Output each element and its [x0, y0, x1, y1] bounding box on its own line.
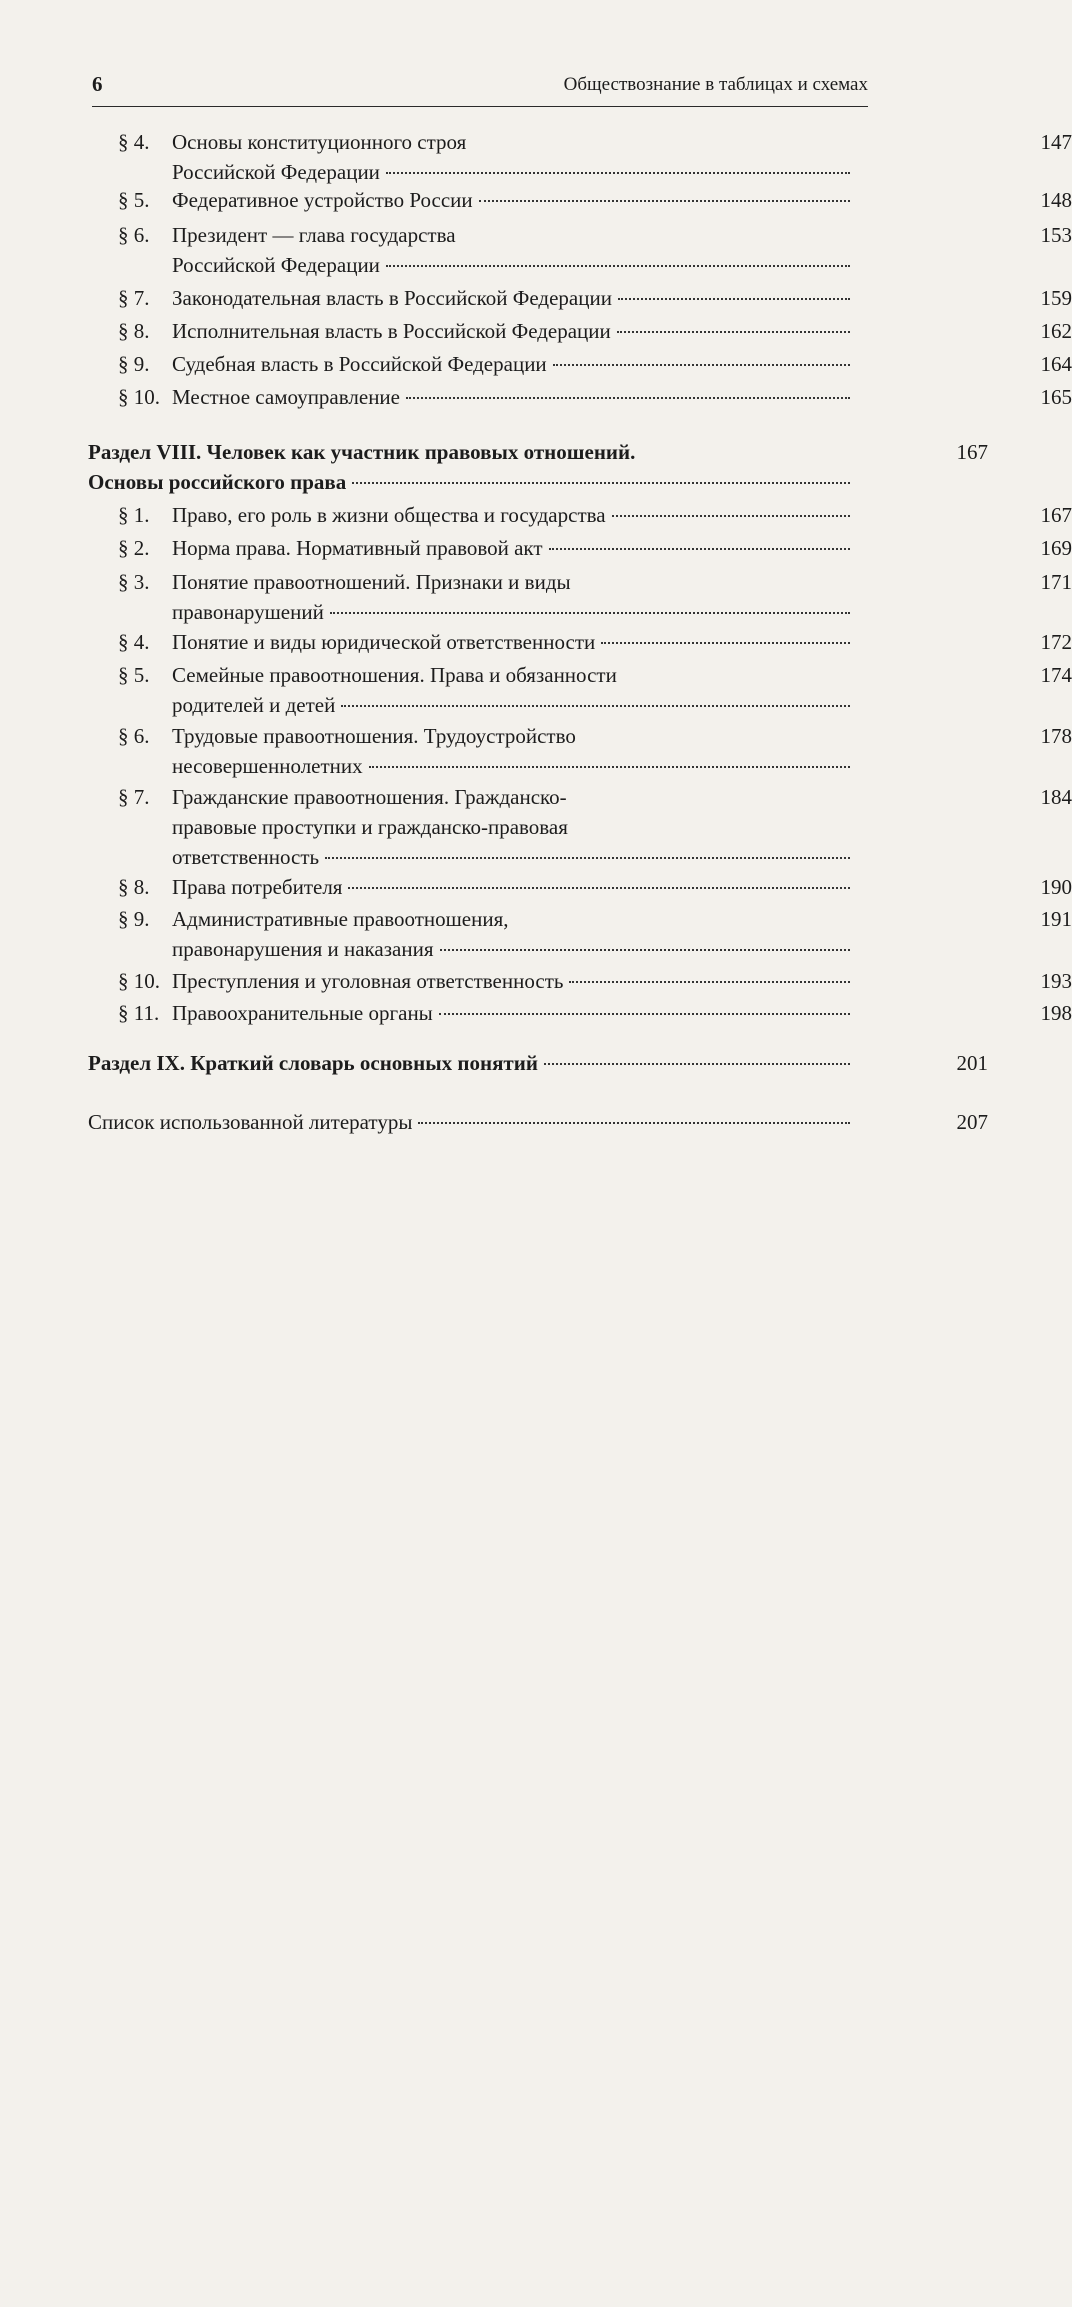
section-number: § 3.	[118, 570, 150, 594]
entry-title-line: Основы конституционного строя	[172, 130, 467, 154]
page-reference: 153	[1040, 223, 1072, 247]
section-number: § 11.	[118, 1001, 160, 1025]
section-number: § 9.	[118, 352, 150, 376]
section-number: § 8.	[118, 875, 150, 899]
section-number: § 6.	[118, 223, 150, 247]
section-number: § 10.	[118, 969, 160, 993]
entry-title-line: Федеративное устройство России	[172, 188, 473, 212]
section-number: § 7.	[118, 785, 150, 809]
entry-title-line: Основы российского права	[88, 470, 347, 494]
entry-title-line: Право, его роль в жизни общества и государства	[172, 503, 606, 527]
page-reference: 159	[1040, 286, 1072, 310]
entry-title-line: Гражданские правоотношения. Гражданско-	[172, 785, 567, 809]
entry-title-line: Трудовые правоотношения. Трудоустройство	[172, 724, 576, 748]
entry-title-line: Российской Федерации	[172, 160, 380, 184]
page-reference: 167	[956, 440, 988, 464]
page-reference: 171	[1040, 570, 1072, 594]
entry-title-line: Президент — глава государства	[172, 223, 456, 247]
section-number: § 1.	[118, 503, 150, 527]
page-reference: 167	[1040, 503, 1072, 527]
section-number: § 8.	[118, 319, 150, 343]
page-number: 6	[92, 72, 103, 96]
entry-title-line: Преступления и уголовная ответственность	[172, 969, 564, 993]
page-reference: 193	[1040, 969, 1072, 993]
entry-title-line: несовершеннолетних	[172, 754, 363, 778]
section-number: § 2.	[118, 536, 150, 560]
page-reference: 162	[1040, 319, 1072, 343]
running-title: Обществознание в таблицах и схемах	[563, 74, 868, 95]
page-reference: 201	[956, 1051, 988, 1075]
entry-title-line: Судебная власть в Российской Федерации	[172, 352, 547, 376]
page-reference: 147	[1040, 130, 1072, 154]
page-reference: 198	[1040, 1001, 1072, 1025]
page-reference: 174	[1040, 663, 1072, 687]
entry-title-line: родителей и детей	[172, 693, 336, 717]
section-number: § 10.	[118, 385, 160, 409]
entry-title-line: Список использованной литературы	[88, 1110, 413, 1134]
entry-title-line: Российской Федерации	[172, 253, 380, 277]
entry-title-line: Законодательная власть в Российской Федерации	[172, 286, 612, 310]
page-reference: 172	[1040, 630, 1072, 654]
page-reference: 148	[1040, 188, 1072, 212]
section-number: § 7.	[118, 286, 150, 310]
section-number: § 4.	[118, 130, 150, 154]
entry-title-line: Исполнительная власть в Российской Федерации	[172, 319, 611, 343]
page-reference: 178	[1040, 724, 1072, 748]
entry-title-line: ответственность	[172, 845, 320, 869]
section-number: § 4.	[118, 630, 150, 654]
page-reference: 169	[1040, 536, 1072, 560]
section-number: § 6.	[118, 724, 150, 748]
page-reference: 164	[1040, 352, 1072, 376]
entry-title-line: Понятие и виды юридической ответственности	[172, 630, 596, 654]
entry-title-line: Раздел VIII. Человек как участник правовых отношений.	[88, 440, 636, 464]
entry-title-line: Правоохранительные органы	[172, 1001, 433, 1025]
page-reference: 165	[1040, 385, 1072, 409]
section-number: § 9.	[118, 907, 150, 931]
entry-title-line: правонарушений	[172, 600, 324, 624]
entry-title-line: правовые проступки и гражданско-правовая	[172, 815, 568, 839]
entry-title-line: Права потребителя	[172, 875, 343, 899]
entry-title-line: Местное самоуправление	[172, 385, 400, 409]
page-reference: 184	[1040, 785, 1072, 809]
section-number: § 5.	[118, 663, 150, 687]
page-reference: 207	[956, 1110, 988, 1134]
entry-title-line: правонарушения и наказания	[172, 937, 434, 961]
entry-title-line: Норма права. Нормативный правовой акт	[172, 536, 543, 560]
page-reference: 190	[1040, 875, 1072, 899]
entry-title-line: Административные правоотношения,	[172, 907, 509, 931]
entry-title-line: Семейные правоотношения. Права и обязанности	[172, 663, 617, 687]
section-number: § 5.	[118, 188, 150, 212]
page-reference: 191	[1040, 907, 1072, 931]
entry-title-line: Раздел IX. Краткий словарь основных понятий	[88, 1051, 538, 1075]
entry-title-line: Понятие правоотношений. Признаки и виды	[172, 570, 571, 594]
